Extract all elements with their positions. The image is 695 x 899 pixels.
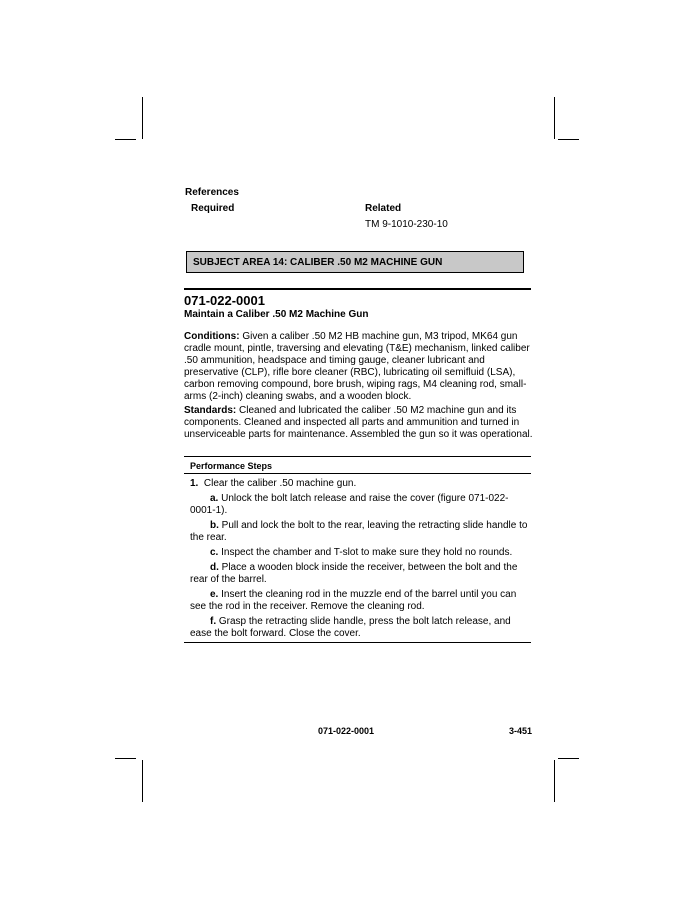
standards-label: Standards:: [184, 405, 237, 416]
substep-f-text: Grasp the retracting slide handle, press the bolt latch release, and ease the bolt forward. Close the cover.: [190, 616, 511, 639]
substep-a: [190, 493, 532, 517]
references-required-label: Required: [191, 203, 235, 214]
substep-f-letter: f.: [210, 616, 217, 627]
conditions-paragraph: [184, 331, 534, 403]
substep-d: [190, 562, 532, 586]
substep-b: [190, 520, 532, 544]
substep-e: [190, 589, 532, 613]
crop-mark-top-right-horizontal: [558, 139, 579, 140]
substep-c: [190, 547, 532, 559]
crop-mark-bottom-right-horizontal: [558, 758, 579, 759]
standards-paragraph: [184, 405, 534, 441]
task-number: 071-022-0001: [184, 293, 265, 308]
performance-steps-header: Performance Steps: [190, 461, 273, 471]
substep-f: [190, 616, 532, 640]
subject-area-box: [186, 251, 524, 273]
references-related-item: TM 9-1010-230-10: [365, 219, 448, 230]
crop-mark-bottom-right-vertical: [554, 760, 555, 802]
crop-mark-bottom-left-vertical: [142, 760, 143, 802]
step-1: [190, 478, 532, 490]
substep-c-text: Inspect the chamber and T-slot to make sure they hold no rounds.: [218, 547, 513, 558]
performance-steps-top-rule: [184, 456, 531, 457]
conditions-label: Conditions:: [184, 331, 240, 342]
substep-e-letter: e.: [210, 589, 219, 600]
references-related-label: Related: [365, 203, 402, 214]
performance-steps-header-rule: [184, 473, 531, 474]
task-title: Maintain a Caliber .50 M2 Machine Gun: [184, 309, 369, 320]
step-1-number: 1.: [190, 478, 199, 489]
footer-task-code: 071-022-0001: [318, 726, 375, 736]
step-1-text: Clear the caliber .50 machine gun.: [203, 478, 357, 489]
crop-mark-top-right-vertical: [554, 97, 555, 139]
substep-c-letter: c.: [210, 547, 219, 558]
crop-mark-top-left-vertical: [142, 97, 143, 139]
substep-b-text: Pull and lock the bolt to the rear, leaving the retracting slide handle to the rear.: [190, 520, 528, 543]
crop-mark-bottom-left-horizontal: [115, 758, 136, 759]
substep-d-text: Place a wooden block inside the receiver, between the bolt and the rear of the barrel.: [190, 562, 518, 585]
substep-b-letter: b.: [210, 520, 219, 531]
conditions-text: Given a caliber .50 M2 HB machine gun, M3 tripod, MK64 gun cradle mount, pintle, traversing and elevating (T&E) mechanism, linked caliber .50 ammunition, headspace and timing gauge, cleaner lubricant and preservative (CLP), rifle bore cleaner (RBC), lubricating oil semifluid (LSA), carbon removing compound, bore brush, wiping rags, M4 cleaning rod, small-arms (2-inch) cleaning swabs, and a wooden block.: [184, 331, 530, 402]
substep-e-text: Insert the cleaning rod in the muzzle end of the barrel until you can see the rod in the receiver. Remove the cleaning rod.: [190, 589, 517, 612]
performance-steps-bottom-rule: [184, 642, 531, 643]
crop-mark-top-left-horizontal: [115, 139, 136, 140]
substep-d-letter: d.: [210, 562, 219, 573]
references-heading: References: [185, 187, 239, 198]
subject-area-title: SUBJECT AREA 14: CALIBER .50 M2 MACHINE GUN: [193, 256, 443, 268]
substep-a-letter: a.: [210, 493, 219, 504]
standards-text: Cleaned and lubricated the caliber .50 M2 machine gun and its components. Cleaned and inspected all parts and ammunition and turned in unserviceable parts for maintenance. Assembled the gun so it was operational.: [184, 405, 533, 440]
task-top-rule: [184, 288, 531, 290]
footer-page-number: 3-451: [509, 726, 533, 736]
substep-a-text: Unlock the bolt latch release and raise the cover (figure 071-022-0001-1).: [190, 493, 509, 516]
